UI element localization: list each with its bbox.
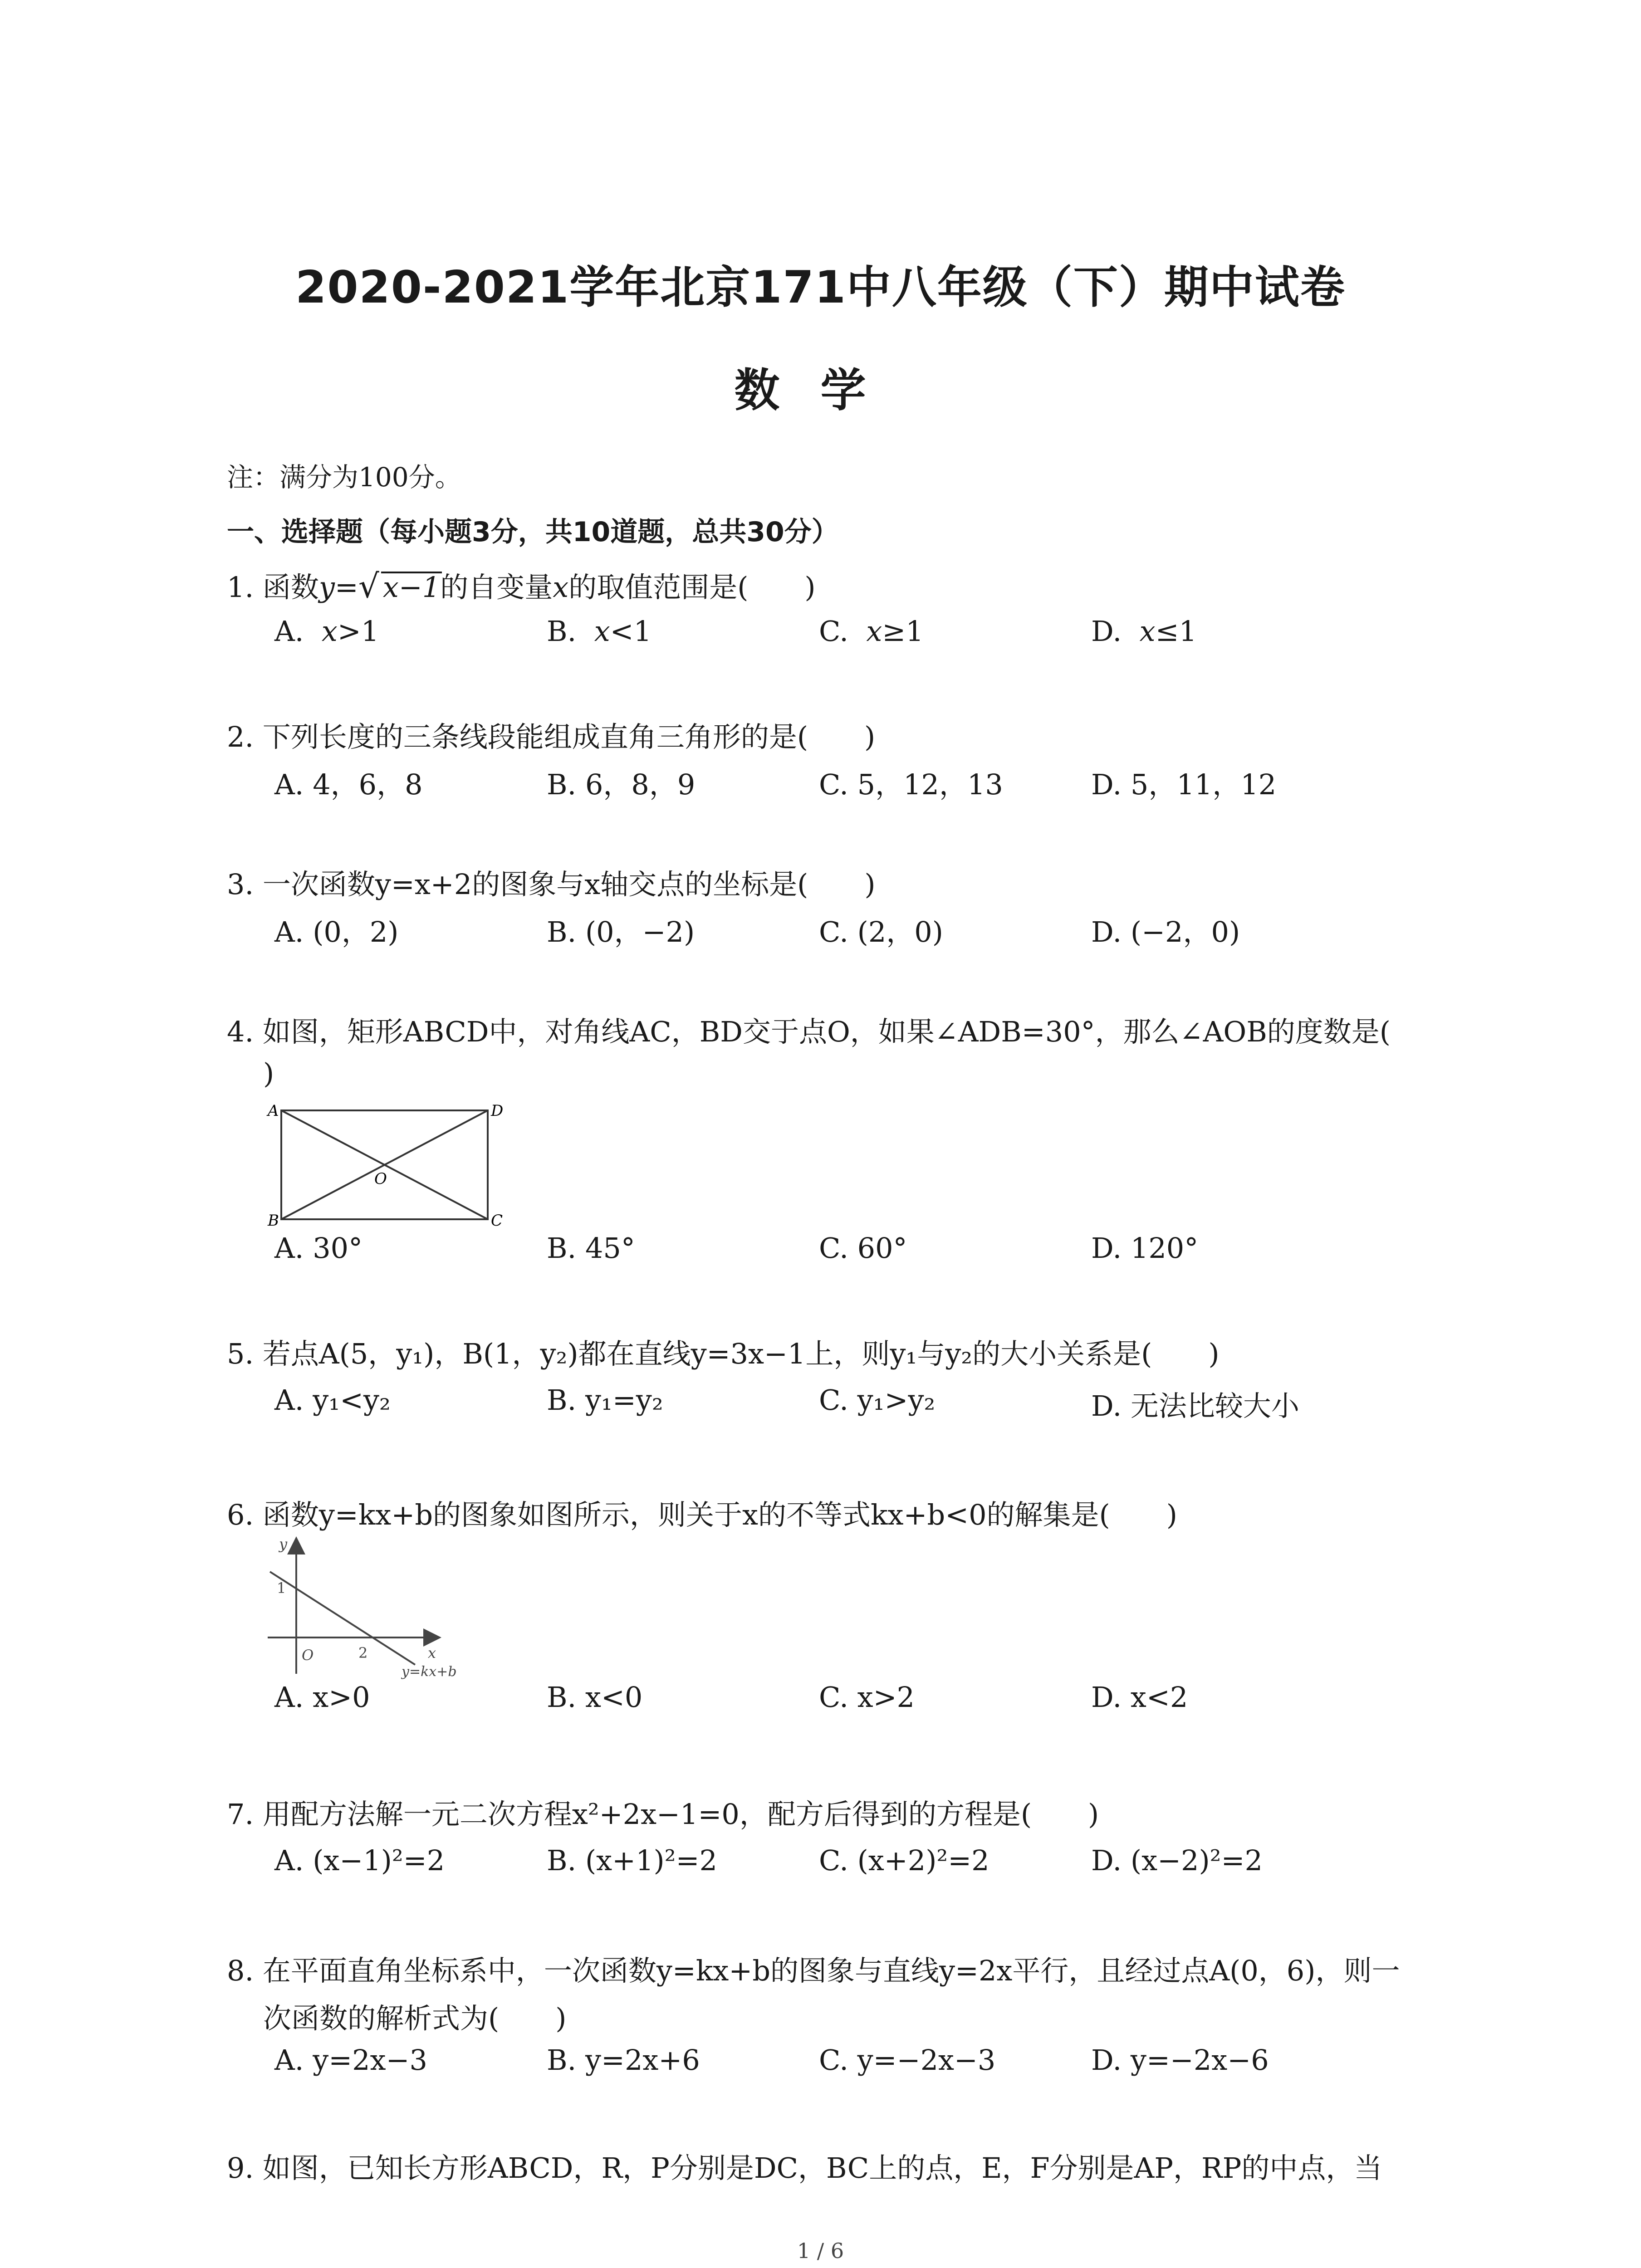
q3-option-b[interactable]: B. (0，−2) <box>547 915 695 948</box>
q7-option-c[interactable]: C. (x+2)²=2 <box>819 1844 989 1877</box>
q6-option-b[interactable]: B. x<0 <box>547 1681 643 1714</box>
question-1: 1. 函数y= √ x−1的自变量x的取值范围是( ) <box>227 567 816 605</box>
q5-option-a[interactable]: A. y₁<y₂ <box>274 1383 391 1417</box>
q5-option-b[interactable]: B. y₁=y₂ <box>547 1383 663 1417</box>
q5-option-d[interactable]: D. 无法比较大小 <box>1091 1389 1299 1422</box>
label-c: C <box>491 1212 503 1230</box>
q8-option-a[interactable]: A. y=2x−3 <box>274 2043 427 2077</box>
q8-option-b[interactable]: B. y=2x+6 <box>547 2043 700 2077</box>
q1-option-a[interactable]: A. x>1 <box>274 615 379 648</box>
function-line <box>270 1572 415 1665</box>
q8-option-c[interactable]: C. y=−2x−3 <box>819 2043 996 2077</box>
subject-title: 数学 <box>734 364 907 417</box>
rectangle-figure <box>261 1100 515 1236</box>
q7-option-b[interactable]: B. (x+1)²=2 <box>547 1844 717 1877</box>
q1-option-d[interactable]: D. x≤1 <box>1091 615 1197 648</box>
question-7: 7. 用配方法解一元二次方程x²+2x−1=0，配方后得到的方程是( ) <box>227 1798 1099 1831</box>
y-label: y <box>279 1535 288 1553</box>
q5-option-c[interactable]: C. y₁>y₂ <box>819 1383 936 1417</box>
q3-option-d[interactable]: D. (−2，0) <box>1091 915 1240 948</box>
label-d: D <box>491 1102 504 1120</box>
q1-option-b[interactable]: B. x<1 <box>547 615 652 648</box>
linear-function-graph <box>261 1529 497 1683</box>
section-heading: 一、选择题（每小题3分，共10道题，总共30分） <box>227 516 839 548</box>
q1-option-c[interactable]: C. x≥1 <box>819 615 924 648</box>
q2-option-c[interactable]: C. 5，12，13 <box>819 768 1003 801</box>
x-label: x <box>428 1644 436 1662</box>
question-4-cont: ) <box>263 1057 274 1090</box>
page-title: 2020-2021学年北京171中八年级（下）期中试卷 <box>295 262 1346 313</box>
question-9: 9. 如图，已知长方形ABCD，R，P分别是DC，BC上的点，E，F分别是AP，RP的中点，当 <box>227 2151 1382 2185</box>
label-b: B <box>268 1212 279 1230</box>
label-a: A <box>268 1102 279 1120</box>
q6-option-a[interactable]: A. x>0 <box>274 1681 370 1714</box>
q4-option-c[interactable]: C. 60° <box>819 1232 907 1265</box>
q4-option-a[interactable]: A. 30° <box>274 1232 363 1265</box>
q4-option-d[interactable]: D. 120° <box>1091 1232 1199 1265</box>
q6-option-d[interactable]: D. x<2 <box>1091 1681 1188 1714</box>
q4-option-b[interactable]: B. 45° <box>547 1232 635 1265</box>
question-8-cont: 次函数的解析式为( ) <box>263 2002 567 2035</box>
q6-option-c[interactable]: C. x>2 <box>819 1681 915 1714</box>
radical-expression: √ x−1 <box>358 571 440 604</box>
tick-2: 2 <box>358 1644 368 1662</box>
q2-option-a[interactable]: A. 4，6，8 <box>274 768 423 801</box>
q2-option-d[interactable]: D. 5，11，12 <box>1091 768 1277 801</box>
q3-option-a[interactable]: A. (0，2) <box>274 915 399 948</box>
tick-1: 1 <box>277 1579 286 1597</box>
page-number: 1 / 6 <box>797 2239 844 2263</box>
question-8: 8. 在平面直角坐标系中，一次函数y=kx+b的图象与直线y=2x平行，且经过点A(0，6)，则一 <box>227 1954 1400 1987</box>
line-label: y=kx+b <box>402 1664 457 1680</box>
question-2: 2. 下列长度的三条线段能组成直角三角形的是( ) <box>227 720 876 753</box>
question-6: 6. 函数y=kx+b的图象如图所示，则关于x的不等式kx+b<0的解集是( ) <box>227 1498 1177 1531</box>
question-4: 4. 如图，矩形ABCD中，对角线AC，BD交于点O，如果∠ADB=30°，那么∠AOB的度数是( <box>227 1015 1391 1048</box>
q7-option-d[interactable]: D. (x−2)²=2 <box>1091 1844 1263 1877</box>
question-5: 5. 若点A(5，y₁)，B(1，y₂)都在直线y=3x−1上，则y₁与y₂的大小关系是( ) <box>227 1337 1220 1370</box>
origin-label: O <box>302 1647 314 1664</box>
label-o: O <box>374 1170 387 1188</box>
question-3: 3. 一次函数y=x+2的图象与x轴交点的坐标是( ) <box>227 868 876 901</box>
q2-option-b[interactable]: B. 6，8，9 <box>547 768 696 801</box>
q8-option-d[interactable]: D. y=−2x−6 <box>1091 2043 1269 2077</box>
q7-option-a[interactable]: A. (x−1)²=2 <box>274 1844 445 1877</box>
score-note: 注：满分为100分。 <box>227 462 461 493</box>
q3-option-c[interactable]: C. (2，0) <box>819 915 943 948</box>
